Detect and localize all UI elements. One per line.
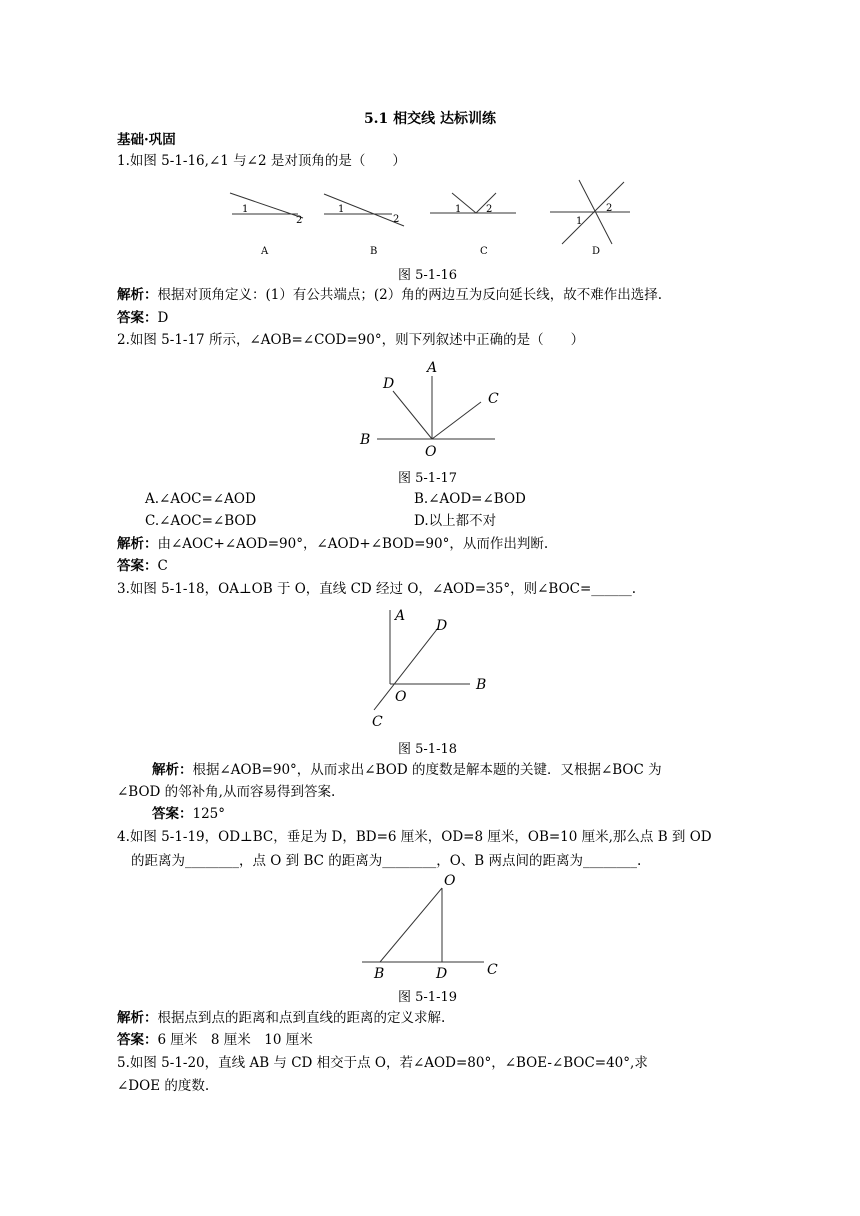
analysis-label: 解析： bbox=[117, 1010, 158, 1026]
analysis-text: 根据对顶角定义：(1）有公共端点；(2）角的两边互为反向延长线，故不难作出选择. bbox=[157, 287, 663, 303]
q1-label-2d: 2 bbox=[606, 203, 613, 214]
answer-text: C bbox=[157, 558, 168, 574]
q4-analysis bbox=[117, 1009, 445, 1027]
q2-option-c: C.∠AOC=∠BOD bbox=[145, 513, 257, 529]
analysis-label: 解析： bbox=[117, 287, 158, 303]
q3-figure bbox=[362, 606, 502, 732]
q5-stem: 5.如图 5-1-20，直线 AB 与 CD 相交于点 O，若∠AOD=80°，∠BOE-∠BOC=40°,求 bbox=[117, 1055, 648, 1071]
q1-option-a: A bbox=[261, 246, 269, 257]
analysis-text: 根据点到点的距离和点到直线的距离的定义求解. bbox=[157, 1010, 446, 1026]
q4-answer bbox=[117, 1031, 313, 1049]
answer-text: 125° bbox=[192, 806, 226, 822]
q1-option-d: D bbox=[592, 246, 601, 257]
q1-label-1b: 1 bbox=[338, 204, 345, 215]
q1-option-b: B bbox=[370, 246, 378, 257]
q1-label-1a: 1 bbox=[242, 204, 249, 215]
q2-label-b: B bbox=[360, 432, 371, 448]
q4-label-o: O bbox=[444, 873, 456, 889]
analysis-text: 由∠AOC+∠AOD=90°，∠AOD+∠BOD=90°，从而作出判断. bbox=[157, 536, 549, 552]
q1-stem: 1.如图 5-1-16,∠1 与∠2 是对顶角的是（ ） bbox=[117, 153, 406, 169]
q1-caption: 图 5-1-16 bbox=[398, 268, 458, 283]
q1-answer bbox=[117, 309, 168, 327]
q4-caption: 图 5-1-19 bbox=[398, 990, 458, 1005]
q2-option-a: A.∠AOC=∠AOD bbox=[145, 491, 256, 507]
answer-label: 答案： bbox=[152, 806, 193, 822]
answer-text: D bbox=[157, 310, 169, 326]
q4-label-c: C bbox=[487, 962, 498, 978]
q3-label-a: A bbox=[395, 608, 406, 624]
answer-label: 答案： bbox=[117, 558, 158, 574]
answer-text: 6 厘米 8 厘米 10 厘米 bbox=[157, 1032, 313, 1048]
answer-label: 答案： bbox=[117, 1032, 158, 1048]
q2-label-o: O bbox=[425, 444, 437, 460]
q1-label-2a: 2 bbox=[296, 215, 303, 226]
q2-option-b: B.∠AOD=∠BOD bbox=[414, 491, 526, 507]
q3-caption: 图 5-1-18 bbox=[398, 742, 458, 757]
q3-analysis-cont: ∠BOD 的邻补角,从而容易得到答案. bbox=[117, 784, 336, 800]
q1-option-c: C bbox=[480, 246, 488, 257]
q2-option-d: D.以上都不对 bbox=[414, 513, 497, 529]
q2-label-a: A bbox=[427, 360, 438, 376]
q2-analysis bbox=[117, 535, 548, 553]
analysis-label: 解析： bbox=[117, 536, 158, 552]
q1-analysis bbox=[117, 286, 662, 304]
page-title: 5.1 相交线 达标训练 bbox=[363, 111, 497, 127]
q3-label-d: D bbox=[436, 618, 448, 634]
q2-label-c: C bbox=[488, 391, 499, 407]
q3-label-o: O bbox=[395, 689, 407, 705]
q1-label-1d: 1 bbox=[576, 216, 583, 227]
q1-label-1c: 1 bbox=[455, 204, 462, 215]
q3-stem: 3.如图 5-1-18，OA⊥OB 于 O，直线 CD 经过 O，∠AOD=35°，则∠BOC=______. bbox=[117, 581, 637, 597]
q3-label-c: C bbox=[372, 714, 383, 730]
q3-label-b: B bbox=[476, 677, 487, 693]
q4-stem: 4.如图 5-1-19，OD⊥BC，垂足为 D，BD=6 厘米，OD=8 厘米，OB=10 厘米,那么点 B 到 OD bbox=[117, 829, 712, 845]
analysis-label: 解析： bbox=[152, 762, 193, 778]
answer-label: 答案： bbox=[117, 310, 158, 326]
q2-stem: 2.如图 5-1-17 所示，∠AOB=∠COD=90°，则下列叙述中正确的是（ ） bbox=[117, 332, 585, 348]
section-heading: 基础·巩固 bbox=[117, 132, 176, 148]
q4-figure bbox=[356, 870, 506, 982]
q3-analysis bbox=[152, 761, 662, 779]
q2-caption: 图 5-1-17 bbox=[398, 471, 458, 486]
q1-label-2c: 2 bbox=[486, 204, 493, 215]
q4-stem-cont: 的距离为________，点 O 到 BC 的距离为________，O、B 两点间的距离为________. bbox=[131, 853, 642, 869]
q4-label-b: B bbox=[374, 966, 385, 982]
q3-answer bbox=[152, 805, 225, 823]
analysis-text: 根据∠AOB=90°，从而求出∠BOD 的度数是解本题的关键．又根据∠BOC 为 bbox=[192, 762, 662, 778]
q2-answer bbox=[117, 557, 168, 575]
q1-label-2b: 2 bbox=[393, 214, 400, 225]
q5-stem-cont: ∠DOE 的度数. bbox=[117, 1078, 210, 1094]
q2-label-d: D bbox=[383, 376, 395, 392]
q2-figure bbox=[355, 356, 505, 460]
q1-figure bbox=[220, 176, 640, 260]
q4-label-d: D bbox=[436, 966, 448, 982]
